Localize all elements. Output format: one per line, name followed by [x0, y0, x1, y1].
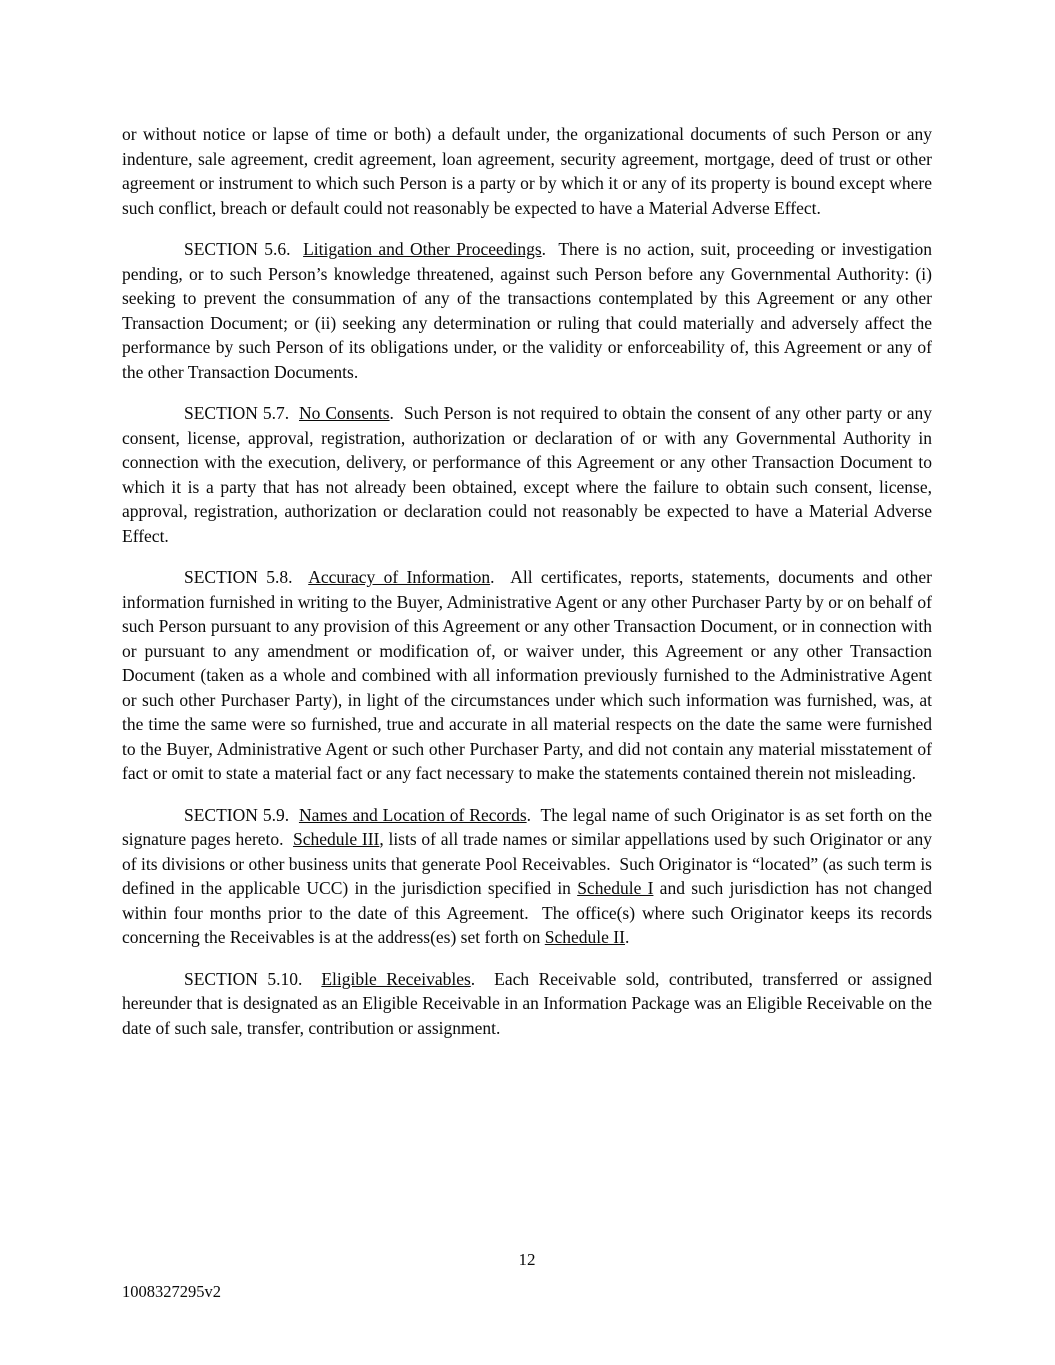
underlined-text: Accuracy of Information: [308, 567, 491, 587]
text-run: SECTION 5.8.: [184, 567, 309, 587]
section-5-10: [122, 967, 932, 1041]
section-5-7: [122, 401, 932, 548]
underlined-text: Schedule III: [293, 829, 380, 849]
text-run: . There is no action, suit, proceeding or investigation pending, or to such Person’s knowledge threatened, against such Person before any Governmental Authority: (i) seeking to prevent the consummation of any of the transactions contemplated by this Agreement or any other Transaction Document; or (ii) seeking any determination or ruling that could materially and adversely affect the performance by such Person of its obligations under, or the validity or enforceability of, this Agreement or any of the other Transaction Documents.: [122, 239, 932, 382]
text-run: . Such Person is not required to obtain the consent of any other party or any consent, license, approval, registration, authorization or declaration of or with any Governmental Authority in connection with the execution, delivery, or performance of this Agreement or any other Transaction Document to which it is a party that has not already been obtained, except where the failure to obtain such consent, license, approval, registration, authorization or declaration could not reasonably be expected to have a Material Adverse Effect.: [122, 403, 933, 546]
document-body: [122, 122, 932, 1057]
text-run: SECTION 5.6.: [184, 239, 304, 259]
text-run: . Each Receivable sold, contributed, transferred or assigned hereunder that is designated as an Eligible Receivable in an Information Package was an Eligible Receivable on the date of such sale, transfer, contribution or assignment.: [122, 968, 932, 1038]
text-run: or without notice or lapse of time or both) a default under, the organizational documents of such Person or any indenture, sale agreement, credit agreement, loan agreement, security agreement, mortgage, deed of trust or other agreement or instrument to which such Person is a party or by which it or any of its property is bound except where such conflict, breach or default could not reasonably be expected to have a Material Adverse Effect.: [122, 124, 932, 218]
document-id-footer: 1008327295v2: [122, 1282, 221, 1301]
underlined-text: Eligible Receivables: [321, 968, 471, 989]
text-run: SECTION 5.7.: [184, 403, 300, 423]
text-run: SECTION 5.10.: [184, 968, 322, 989]
page-number: 12: [518, 1250, 536, 1269]
underlined-text: No Consents: [299, 403, 390, 423]
section-5-8: [122, 565, 932, 786]
text-run: . The legal name of such Originator is as set forth on the signature pages hereto.: [122, 804, 933, 849]
text-run: . All certificates, reports, statements, documents and other information furnished in writing to the Buyer, Administrative Agent or any other Purchaser Party by or on behalf of such Person pursuant to any provision of this Agreement or any other Transaction Document, or in connection with or pursuant to any amendment or modification of, or waiver under, this Agreement or any other Transaction Document (taken as a whole and combined with all information previously furnished to the Administrative Agent or such other Purchaser Party), in light of the circumstances under which such information was furnished, was, at the time the same were so furnished, true and accurate in all material respects on the date the same were furnished to the Buyer, Administrative Agent or such other Purchaser Party, and did not contain any material misstatement of fact or omit to state a material fact or any fact necessary to make the statements contained therein not misleading.: [122, 567, 932, 783]
underlined-text: Litigation and Other Proceedings: [303, 239, 542, 259]
underlined-text: Names and Location of Records: [298, 804, 527, 825]
section-5-6: [122, 237, 932, 384]
section-5-9: [122, 803, 932, 950]
text-run: .: [624, 927, 630, 947]
underlined-text: Schedule I: [577, 878, 654, 898]
text-run: and such jurisdiction has not changed within four months prior to the date of this Agreement. The office(s) where such Originator keeps its records concerning the Receivables is at the address(es) set forth on: [122, 878, 932, 947]
text-run: SECTION 5.9.: [184, 804, 299, 825]
text-run: , lists of all trade names or similar appellations used by such Originator or any of its divisions or other business units that generate Pool Receivables. Such Originator is “located” (as such term is defined in the applicable UCC) in the jurisdiction specified in: [122, 829, 932, 898]
paragraph-continuation: [122, 122, 932, 220]
underlined-text: Schedule II: [544, 927, 625, 947]
